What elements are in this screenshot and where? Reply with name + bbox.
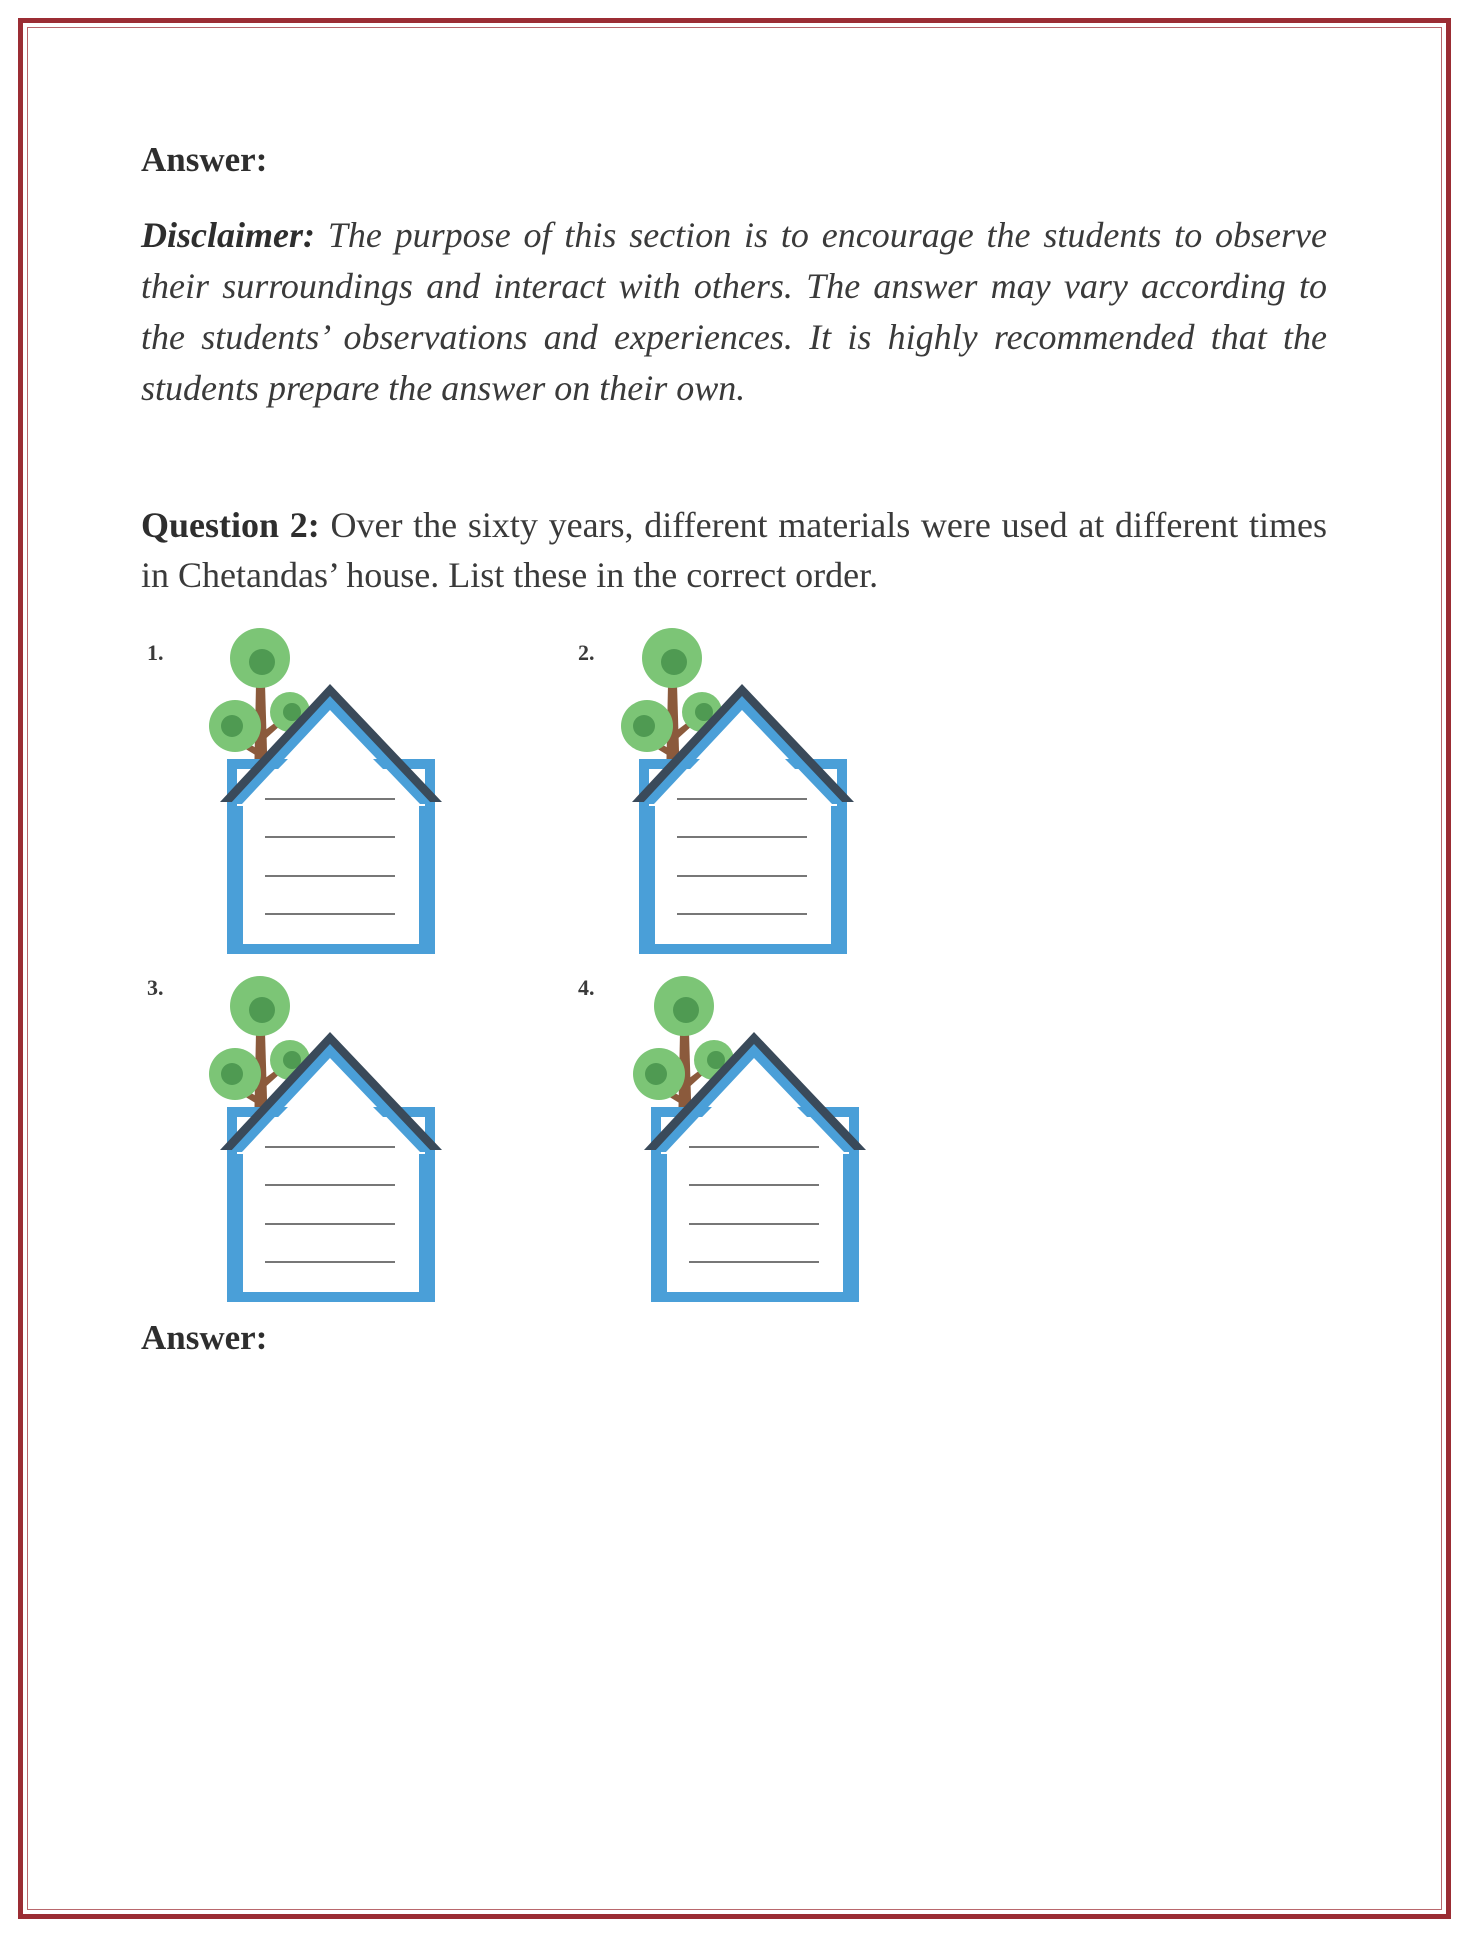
disclaimer-text: The purpose of this section is to encourage the students to observe their surroundings and interact with others. The answer may vary according to the students’ observations and experiences. It is highly recommended that the students prepare the answer on their own. — [141, 215, 1327, 408]
disclaimer-label: Disclaimer: — [141, 215, 315, 255]
house-number-4: 4. — [578, 975, 595, 1000]
question-text: Over the sixty years, different materials were used at different times in Chetandas’ house. List these in the correct order. — [141, 505, 1328, 595]
house-number-2: 2. — [578, 640, 595, 665]
question-2 — [141, 500, 1327, 600]
page-content — [141, 140, 1327, 600]
house-number-3: 3. — [147, 975, 164, 1000]
house-number-1: 1. — [147, 640, 164, 665]
disclaimer-paragraph — [141, 210, 1327, 414]
answer-heading: Answer: — [141, 140, 268, 179]
answer-heading-2: Answer: — [141, 1318, 268, 1357]
question-label: Question 2: — [141, 505, 320, 545]
